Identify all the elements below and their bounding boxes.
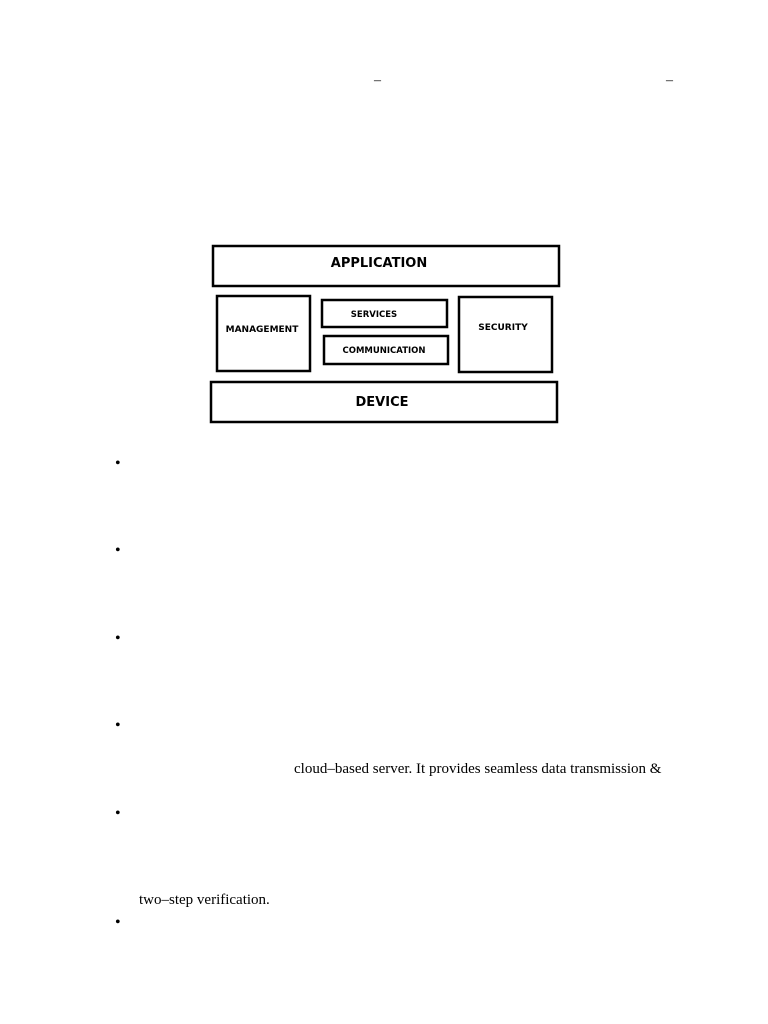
bullet-marker-1: • bbox=[115, 455, 121, 472]
management-label: MANAGEMENT bbox=[225, 325, 299, 335]
communication-label: COMMUNICATION bbox=[342, 346, 426, 356]
bullet-marker-5: • bbox=[115, 805, 121, 822]
architecture-diagram-svg bbox=[0, 0, 768, 440]
bullet-5-text-fragment: two–step verification. bbox=[139, 892, 270, 908]
bullet-marker-2: • bbox=[115, 542, 121, 559]
bullet-marker-3: • bbox=[115, 630, 121, 647]
architecture-diagram bbox=[0, 0, 768, 440]
header-dash-right: – bbox=[666, 73, 673, 88]
security-label: SECURITY bbox=[478, 323, 528, 333]
services-label: SERVICES bbox=[350, 310, 398, 320]
bullet-marker-4: • bbox=[115, 717, 121, 734]
device-label: DEVICE bbox=[355, 395, 409, 410]
application-label: APPLICATION bbox=[330, 256, 428, 271]
bullet-marker-6: • bbox=[115, 914, 121, 931]
bullet-4-text-fragment: cloud–based server. It provides seamless data transmission & bbox=[294, 761, 662, 777]
security-box bbox=[459, 297, 552, 372]
header-dash-left: – bbox=[374, 73, 381, 88]
